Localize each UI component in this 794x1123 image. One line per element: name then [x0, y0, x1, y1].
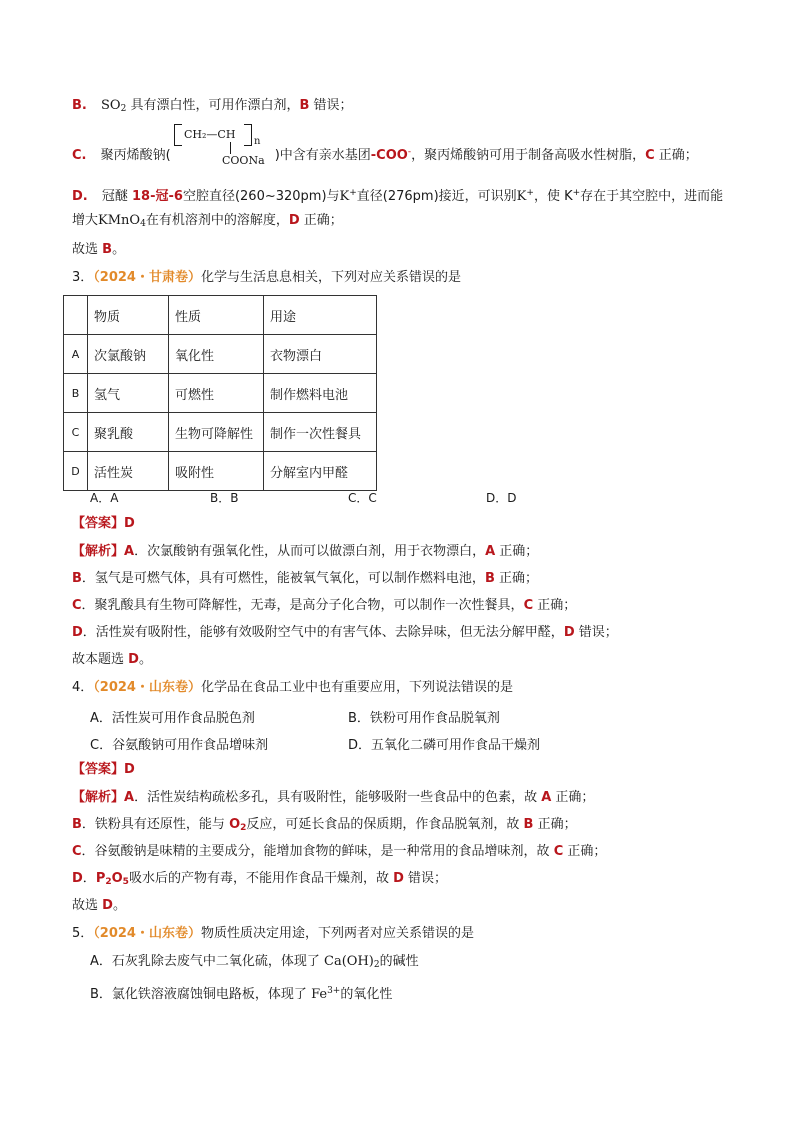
option-b: B．氯化铁溶液腐蚀铜电路板，体现了 $Fe^{3+}$的氧化性	[90, 986, 393, 1002]
analysis-4-a: 【解析】A．活性炭结构疏松多孔，具有吸附性，能够吸附一些食品中的色素，故 A 正确；	[72, 790, 595, 805]
bond-line	[230, 142, 231, 154]
conclusion-3: 故本题选 D。	[72, 652, 152, 667]
analysis-4-d: D．$P_2O_5$吸水后的产物有毒，不能用作食品干燥剂，故 D 错误；	[72, 871, 448, 887]
analysis-3-a: 【解析】A．次氯酸钠有强氧化性，从而可以做漂白剂，用于衣物漂白，A 正确；	[72, 544, 539, 559]
analysis-4-c: C．谷氨酸钠是味精的主要成分，能增加食物的鲜味，是一种常用的食品增味剂，故 C 正确；	[72, 844, 607, 859]
option-c: C．谷氨酸钠可用作食品增味剂	[90, 738, 269, 753]
option-b: B．铁粉可用作食品脱氧剂	[348, 711, 500, 726]
analysis-3-c: C．聚乳酸具有生物可降解性，无毒，是高分子化合物，可以制作一次性餐具，C 正确；	[72, 598, 577, 613]
option-b: B．B	[210, 491, 239, 505]
analysis-b-prev: B. $SO_2$ 具有漂白性，可用作漂白剂，B 错误；	[72, 98, 353, 114]
table-header-row: 物质 性质 用途	[64, 296, 377, 335]
option-d: D．五氧化二磷可用作食品干燥剂	[348, 738, 541, 753]
analysis-c-prev: C. 聚丙烯酸钠( )中含有亲水基团-COO-，聚丙烯酸钠可用于制备高吸水性树脂，C 正确；	[72, 147, 698, 163]
table-row: D 活性炭 吸附性 分解室内甲醛	[64, 452, 377, 491]
table-row: B 氢气 可燃性 制作燃料电池	[64, 374, 377, 413]
analysis-3-b: B．氢气是可燃气体，具有可燃性，能被氧气氧化，可以制作燃料电池，B 正确；	[72, 571, 538, 586]
question-4-stem: 4．（2024・山东卷）化学品在食品工业中也有重要应用，下列说法错误的是	[72, 680, 513, 695]
table-row: A 次氯酸钠 氧化性 衣物漂白	[64, 335, 377, 374]
option-c: C．C	[348, 491, 377, 505]
answer-3: 【答案】D	[72, 516, 135, 531]
question-3-table	[63, 295, 377, 491]
conclusion-prev: 故选 B。	[72, 242, 126, 257]
question-3-stem: 3．（2024・甘肃卷）化学与生活息息相关，下列对应关系错误的是	[72, 270, 461, 285]
table-row: C 聚乳酸 生物可降解性 制作一次性餐具	[64, 413, 377, 452]
option-a: A．石灰乳除去废气中二氧化硫，体现了 $Ca(OH)_2$的碱性	[90, 954, 419, 970]
option-d: D．D	[486, 491, 517, 505]
answer-4: 【答案】D	[72, 762, 135, 777]
conclusion-4: 故选 D。	[72, 898, 126, 913]
analysis-d-prev-line1: D. 冠醚 18-冠-6空腔直径(260~320pm)与K+直径(276pm)接近，可识别K+，使 K+存在于其空腔中，进而能	[72, 188, 724, 204]
bracket-right	[244, 124, 252, 146]
bracket-left	[174, 124, 182, 146]
option-a: A．A	[90, 491, 119, 505]
polymer-formula: CH₂—CH n COONa	[172, 124, 278, 174]
analysis-3-d: D．活性炭有吸附性，能够有效吸附空气中的有害气体、去除异味，但无法分解甲醛，D 错误；	[72, 625, 618, 640]
option-a: A．活性炭可用作食品脱色剂	[90, 711, 255, 726]
analysis-4-b: B．铁粉具有还原性，能与 $O_2$反应，可延长食品的保质期，作食品脱氧剂，故 B 正确；	[72, 817, 577, 833]
question-5-stem: 5．（2024・山东卷）物质性质决定用途，下列两者对应关系错误的是	[72, 926, 474, 941]
analysis-d-prev-line2: 增大KMnO$_4$在有机溶剂中的溶解度，D 正确；	[72, 213, 343, 229]
